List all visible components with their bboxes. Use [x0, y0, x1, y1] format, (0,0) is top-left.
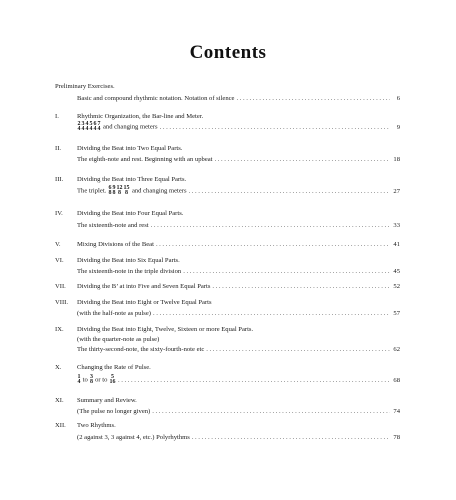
chapter-entry[interactable]	[77, 268, 400, 276]
entry-text: Basic and compound rhythmic notation. Notation of silence	[77, 95, 235, 102]
chapter-title[interactable]: Changing the Rate of Pulse.	[77, 364, 151, 371]
chapter-entry[interactable]	[77, 434, 400, 442]
meter-signatures	[77, 122, 101, 132]
chapter-title[interactable]: Summary and Review.	[77, 397, 137, 404]
entry-text: The eighth-note and rest. Beginning with an upbeat	[77, 156, 213, 163]
chapter-title[interactable]: Dividing the Beat into Four Equal Parts.	[77, 210, 184, 217]
dot-leader	[152, 408, 390, 416]
dot-leader	[206, 346, 390, 354]
chapter-title[interactable]: Dividing the Beat into Six Equal Parts.	[77, 257, 180, 264]
chapter-title: Mixing Divisions of the Beat	[77, 241, 154, 248]
page-number: 74	[393, 408, 400, 415]
page-number: 41	[393, 241, 400, 248]
meter: 6 8	[108, 185, 112, 196]
chapter-subtitle: (with the quarter-note as pulse)	[77, 336, 160, 343]
chapter-number: VIII.	[55, 299, 68, 306]
page-number: 52	[393, 283, 400, 290]
entry-text: The triplet. 6 8 9 8 12 8 15 8 and changing meters	[77, 185, 187, 196]
chapter-title[interactable]: Dividing the Beat into Eight, Twelve, Sixteen or more Equal Parts.	[77, 326, 254, 333]
entry-text: 2 4 3 4 4 4 5 4 6 4 7 4 and changing meters	[77, 121, 158, 132]
page-number: 33	[393, 222, 400, 229]
page-number: 68	[393, 376, 400, 384]
page-number: 27	[393, 187, 400, 195]
chapter-number: VI.	[55, 257, 64, 264]
dot-leader	[192, 434, 390, 442]
chapter-entry[interactable]	[77, 375, 400, 385]
preliminary-heading: Preliminary Exercises.	[55, 83, 115, 90]
chapter-number: XI.	[55, 397, 64, 404]
page-number: 6	[396, 95, 400, 102]
page-number: 78	[393, 434, 400, 441]
chapter-title[interactable]: Rhythmic Organization, the Bar-line and Meter.	[77, 113, 204, 120]
chapter-title[interactable]: Dividing the Beat into Eight or Twelve Equal Parts	[77, 299, 212, 306]
chapter-number: XII.	[55, 422, 66, 429]
chapter-number: I.	[55, 113, 59, 120]
entry-text: 1 4 to 3 8 or to 5 16	[77, 374, 116, 385]
dot-leader	[236, 95, 390, 103]
page-number: 9	[396, 123, 400, 131]
dot-leader	[183, 268, 390, 276]
chapter-number: V.	[55, 241, 61, 248]
chapter-entry[interactable]	[77, 122, 400, 132]
page-number: 18	[393, 156, 400, 163]
dot-leader	[153, 310, 390, 318]
meter: 12 8	[116, 185, 123, 196]
page-number: 45	[393, 268, 400, 275]
pulse-fraction: 1 4	[77, 374, 81, 385]
chapter-number: VII.	[55, 283, 66, 290]
dot-leader	[212, 283, 390, 291]
page-number: 62	[393, 346, 400, 353]
chapter-number: IV.	[55, 210, 63, 217]
meter: 5 4	[89, 121, 93, 132]
chapter-number: IX.	[55, 326, 64, 333]
dot-leader	[189, 188, 390, 196]
chapter-title[interactable]: Two Rhythms.	[77, 422, 116, 429]
entry-text: (The pulse no longer given)	[77, 408, 151, 415]
page-number: 57	[393, 310, 400, 317]
chapter-number: III.	[55, 176, 64, 183]
chapter-entry[interactable]	[77, 310, 400, 318]
meter: 4 4	[85, 121, 89, 132]
entry-text: The sixteenth-note in the triple division	[77, 268, 182, 275]
chapter-entry[interactable]	[77, 283, 400, 291]
entry-text: The sixteenth-note and rest	[77, 222, 149, 229]
meter: 9 8	[112, 185, 116, 196]
chapter-entry[interactable]	[77, 241, 400, 249]
pulse-fraction: 3 8	[89, 374, 93, 385]
dot-leader	[156, 241, 390, 249]
entry-text: (with the half-note as pulse)	[77, 310, 151, 317]
dot-leader	[151, 222, 390, 230]
chapter-entry[interactable]	[77, 408, 400, 416]
dot-leader	[160, 124, 390, 132]
entry-text: (2 against 3, 3 against 4, etc.) Polyrhythms	[77, 434, 190, 441]
chapter-title[interactable]: Dividing the Beat into Three Equal Parts.	[77, 176, 187, 183]
meter: 2 4	[77, 121, 81, 132]
chapter-title[interactable]: Dividing the Beat into Two Equal Parts.	[77, 145, 183, 152]
chapter-entry[interactable]	[77, 346, 400, 354]
chapter-number: X.	[55, 364, 62, 371]
chapter-title: Dividing the B’ at into Five and Seven Equal Parts	[77, 283, 211, 290]
preliminary-entry[interactable]	[77, 95, 400, 103]
chapter-entry[interactable]	[77, 186, 400, 196]
chapter-entry[interactable]	[77, 222, 400, 230]
chapter-entry[interactable]	[77, 156, 400, 164]
entry-text: The thirty-second-note, the sixty-fourth-note etc	[77, 346, 205, 353]
chapter-number: II.	[55, 145, 62, 152]
meter: 6 4	[93, 121, 97, 132]
meter: 3 4	[81, 121, 85, 132]
pulse-fraction: 5 16	[109, 374, 116, 385]
dot-leader	[215, 156, 390, 164]
meter: 7 4	[97, 121, 101, 132]
page-title: Contents	[189, 42, 267, 63]
meter-signatures	[108, 186, 130, 196]
meter: 15 8	[123, 185, 130, 196]
dot-leader	[118, 377, 390, 385]
